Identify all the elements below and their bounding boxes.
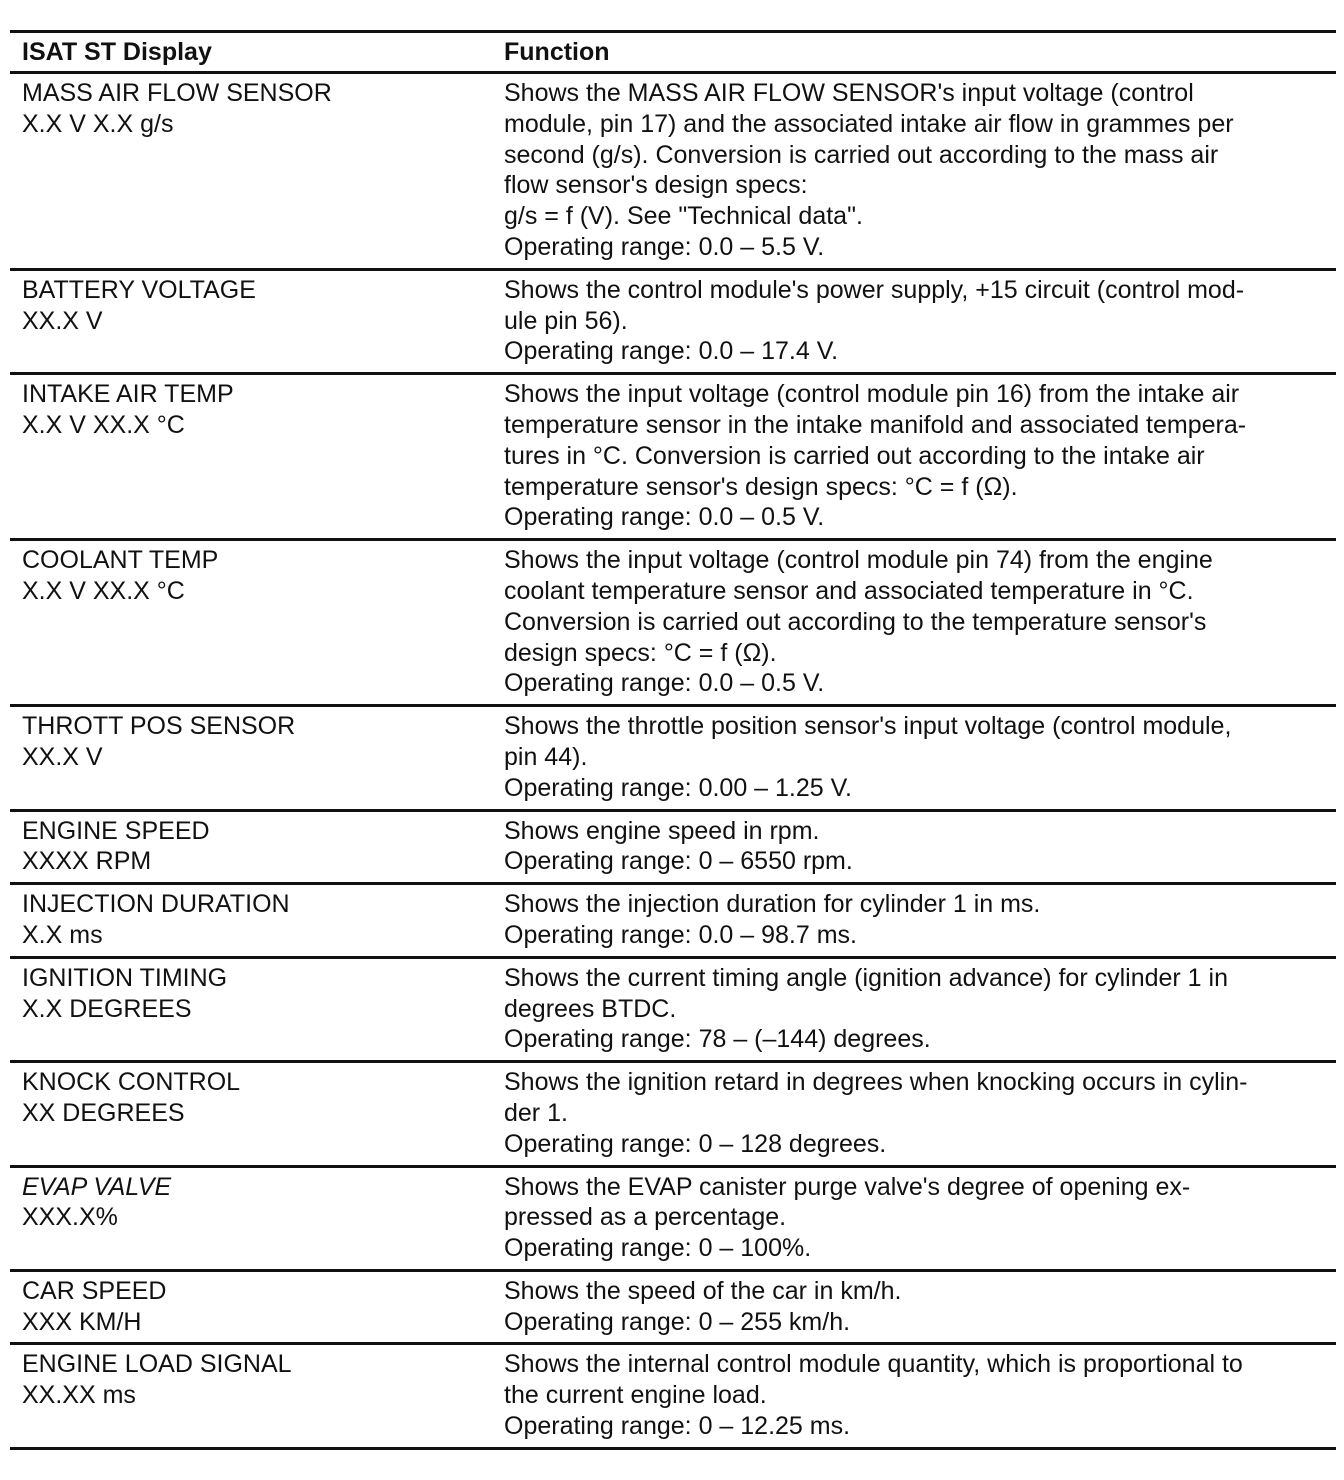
table-row	[10, 73, 1336, 270]
display-cell	[10, 706, 492, 810]
display-cell	[10, 374, 492, 540]
operating-range: Operating range: 0.0 – 98.7 ms.	[504, 920, 857, 949]
display-name: INJECTION DURATION	[22, 890, 290, 919]
operating-range: Operating range: 0.00 – 1.25 V.	[504, 773, 852, 802]
display-format: XXX KM/H	[22, 1307, 142, 1336]
table-row	[10, 540, 1336, 706]
display-cell	[10, 957, 492, 1061]
function-cell	[492, 884, 1336, 958]
function-cell	[492, 957, 1336, 1061]
display-cell	[10, 1344, 492, 1448]
display-format: X.X ms	[22, 920, 103, 949]
table-header-row	[10, 32, 1336, 73]
function-cell	[492, 1166, 1336, 1270]
display-format: X.X V XX.X °C	[22, 410, 185, 439]
operating-range: Operating range: 0 – 255 km/h.	[504, 1307, 851, 1336]
display-format: X.X DEGREES	[22, 994, 192, 1023]
display-cell	[10, 269, 492, 373]
display-cell	[10, 1166, 492, 1270]
display-cell	[10, 884, 492, 958]
display-format: XX.X V	[22, 306, 103, 335]
operating-range: Operating range: 0 – 128 degrees.	[504, 1129, 887, 1158]
display-format: XXXX RPM	[22, 847, 152, 876]
display-cell	[10, 1270, 492, 1344]
table-row	[10, 1062, 1336, 1166]
display-format: XX.X V	[22, 742, 103, 771]
display-cell	[10, 810, 492, 884]
display-name: CAR SPEED	[22, 1276, 167, 1305]
function-text: Shows engine speed in rpm.	[504, 816, 820, 845]
display-name: INTAKE AIR TEMP	[22, 380, 234, 409]
display-name: ENGINE SPEED	[22, 816, 210, 845]
document-page	[10, 30, 1336, 1450]
function-cell	[492, 374, 1336, 540]
display-name: ENGINE LOAD SIGNAL	[22, 1350, 292, 1379]
function-text: Shows the ignition retard in degrees when knocking occurs in cylin- der 1.	[504, 1068, 1248, 1127]
table-row	[10, 957, 1336, 1061]
function-text: Shows the input voltage (control module pin 16) from the intake air temperature sensor in the intake manifold and associated tempera- tures in °C. Conversion is carried out according to the intake air temperature sensor's design specs: °C = f (Ω).	[504, 380, 1247, 501]
table-row	[10, 269, 1336, 373]
function-text: Shows the control module's power supply, +15 circuit (control mod- ule pin 56).	[504, 275, 1245, 335]
function-cell	[492, 269, 1336, 373]
display-name: BATTERY VOLTAGE	[22, 275, 256, 304]
function-text: Shows the internal control module quantity, which is proportional to the current engine load.	[504, 1350, 1243, 1410]
display-name: MASS AIR FLOW SENSOR	[22, 79, 332, 107]
table-row	[10, 1344, 1336, 1448]
function-cell	[492, 706, 1336, 810]
function-cell	[492, 1344, 1336, 1448]
function-text: Shows the current timing angle (ignition advance) for cylinder 1 in degrees BTDC.	[504, 963, 1228, 1023]
operating-range: Operating range: 0.0 – 0.5 V.	[504, 503, 825, 532]
function-cell	[492, 73, 1336, 270]
display-name: KNOCK CONTROL	[22, 1068, 241, 1097]
function-text: Shows the MASS AIR FLOW SENSOR's input voltage (control module, pin 17) and the associated intake air flow in grammes per second (g/s). Conversion is carried out according to the mass air flow sensor's design specs: g/s = f (V). See "Technical data".	[504, 79, 1234, 231]
operating-range: Operating range: 0 – 6550 rpm.	[504, 847, 853, 876]
operating-range: Operating range: 0 – 100%.	[504, 1234, 812, 1263]
display-cell	[10, 1062, 492, 1166]
operating-range: Operating range: 0.0 – 0.5 V.	[504, 669, 825, 698]
display-cell	[10, 73, 492, 270]
table-row	[10, 706, 1336, 810]
table-row	[10, 374, 1336, 540]
operating-range: Operating range: 0.0 – 5.5 V.	[504, 232, 825, 261]
function-cell	[492, 810, 1336, 884]
function-cell	[492, 1062, 1336, 1166]
table-row	[10, 884, 1336, 958]
function-cell	[492, 540, 1336, 706]
display-format: XX.XX ms	[22, 1381, 136, 1410]
table-row	[10, 810, 1336, 884]
display-format: XXX.X%	[22, 1203, 118, 1232]
display-format: X.X V X.X g/s	[22, 109, 174, 138]
isat-display-table	[10, 30, 1336, 1450]
header-function: Function	[492, 32, 1336, 73]
display-name: EVAP VALVE	[22, 1172, 172, 1201]
display-cell	[10, 540, 492, 706]
display-name: COOLANT TEMP	[22, 546, 219, 575]
function-cell	[492, 1270, 1336, 1344]
function-text: Shows the input voltage (control module pin 74) from the engine coolant temperature sensor and associated temperature in °C. Conversion is carried out according to the temperature sensor's design specs: °C = f (Ω).	[504, 546, 1213, 667]
header-display: ISAT ST Display	[10, 32, 492, 73]
operating-range: Operating range: 78 – (–144) degrees.	[504, 1025, 931, 1054]
function-text: Shows the injection duration for cylinder 1 in ms.	[504, 890, 1041, 919]
operating-range: Operating range: 0 – 12.25 ms.	[504, 1412, 851, 1441]
function-text: Shows the speed of the car in km/h.	[504, 1276, 902, 1305]
table-row	[10, 1270, 1336, 1344]
display-format: X.X V XX.X °C	[22, 576, 185, 605]
function-text: Shows the throttle position sensor's input voltage (control module, pin 44).	[504, 712, 1232, 771]
display-name: THROTT POS SENSOR	[22, 712, 296, 741]
display-name: IGNITION TIMING	[22, 963, 228, 992]
operating-range: Operating range: 0.0 – 17.4 V.	[504, 337, 839, 366]
display-format: XX DEGREES	[22, 1098, 185, 1127]
function-text: Shows the EVAP canister purge valve's degree of opening ex- pressed as a percentage.	[504, 1172, 1191, 1232]
table-row	[10, 1166, 1336, 1270]
